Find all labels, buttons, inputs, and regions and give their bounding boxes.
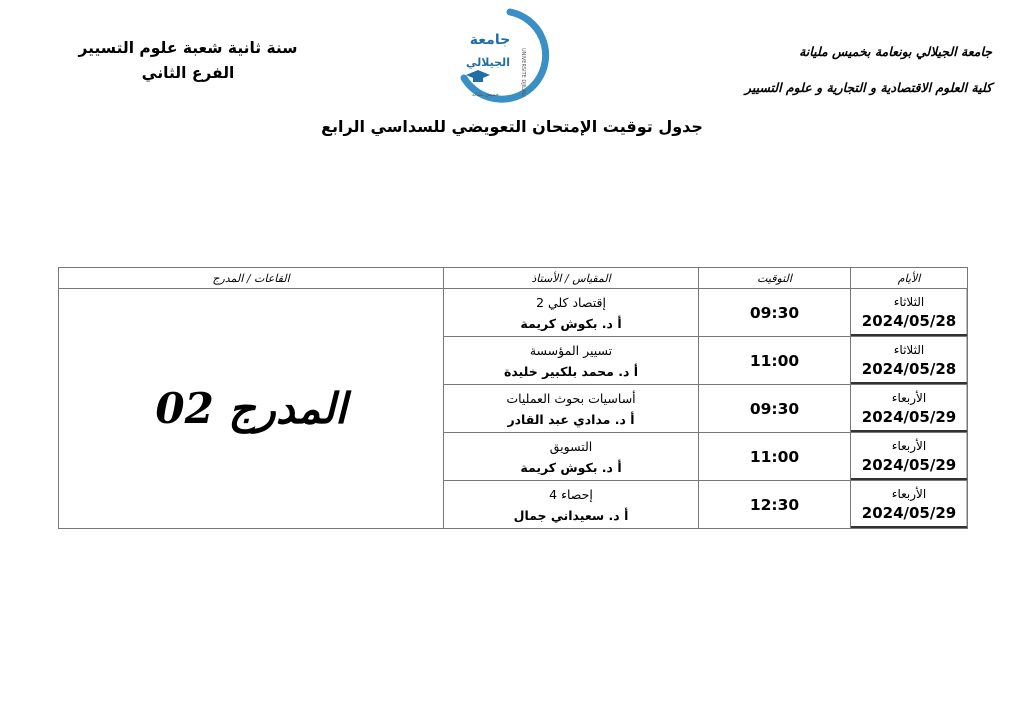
day-cell xyxy=(851,385,968,433)
university-logo-graphic xyxy=(452,8,558,104)
time-cell xyxy=(699,289,851,337)
time-cell xyxy=(699,481,851,529)
subject-cell xyxy=(444,433,699,481)
header-time: التوقيت xyxy=(699,268,851,289)
professor-name: أ د. بكوش كريمة xyxy=(520,459,622,475)
day-cell xyxy=(851,337,968,385)
university-logo xyxy=(452,8,558,104)
day-name: الأربعاء xyxy=(891,486,927,501)
branch-label: الفرع الثاني xyxy=(141,64,235,82)
exam-date: 2024/05/29 xyxy=(861,407,957,426)
subject-name: إقتصاد كلي 2 xyxy=(536,294,606,310)
exam-time: 09:30 xyxy=(749,304,800,322)
faculty-name: كلية العلوم الاقتصادية و التجارية و علوم التسيير xyxy=(744,80,992,95)
day-cell xyxy=(851,433,968,481)
page-title: جدول توقيت الإمتحان التعويضي للسداسي الرابع xyxy=(321,117,703,136)
subject-name: أساسيات بحوث العمليات xyxy=(506,390,636,406)
subject-cell xyxy=(444,481,699,529)
hall-name: المدرج 02 xyxy=(155,384,347,433)
time-cell xyxy=(699,385,851,433)
header-hall: القاعات / المدرج xyxy=(59,268,444,289)
subject-cell xyxy=(444,385,699,433)
exam-time: 12:30 xyxy=(749,496,800,514)
exam-time: 11:00 xyxy=(749,448,800,466)
time-cell xyxy=(699,337,851,385)
subject-cell xyxy=(444,337,699,385)
subject-name: التسويق xyxy=(549,438,593,454)
exam-schedule-table xyxy=(58,267,968,529)
day-cell xyxy=(851,289,968,337)
exam-time: 09:30 xyxy=(749,400,800,418)
day-cell xyxy=(851,481,968,529)
exam-date: 2024/05/28 xyxy=(861,359,957,378)
level-header xyxy=(60,36,316,86)
header-subject: المقياس / الأستاذ xyxy=(444,268,699,289)
professor-name: أ د. سعيداني جمال xyxy=(513,507,629,523)
header-days: الأيام xyxy=(851,268,968,289)
table-header-row xyxy=(59,268,968,289)
time-cell xyxy=(699,433,851,481)
day-name: الأربعاء xyxy=(891,390,927,405)
table-row xyxy=(59,289,968,337)
hall-cell xyxy=(59,289,444,529)
professor-name: أ د. بكوش كريمة xyxy=(520,315,622,331)
day-name: الثلاثاء xyxy=(893,342,925,357)
university-name: جامعة الجيلالي بونعامة بخميس مليانة xyxy=(799,44,992,59)
logo-latin-text: UNIVERSITE DJILALI xyxy=(520,48,526,97)
day-name: الأربعاء xyxy=(891,438,927,453)
subject-name: تسيير المؤسسة xyxy=(529,342,613,358)
subject-name: إحصاء 4 xyxy=(549,486,593,502)
day-name: الثلاثاء xyxy=(893,294,925,309)
logo-arabic-text-2: الجيلالي xyxy=(466,56,510,69)
logo-arabic-text: جامعة xyxy=(469,32,511,48)
logo-small-text: خميس مليانة xyxy=(472,92,499,98)
professor-name: أ د. محمد بلكبير خليدة xyxy=(503,363,639,379)
exam-date: 2024/05/29 xyxy=(861,455,957,474)
exam-date: 2024/05/28 xyxy=(861,311,957,330)
university-header xyxy=(632,44,992,95)
subject-cell xyxy=(444,289,699,337)
level-label: سنة ثانية شعبة علوم التسيير xyxy=(78,39,298,57)
exam-time: 11:00 xyxy=(749,352,800,370)
exam-date: 2024/05/29 xyxy=(861,503,957,522)
professor-name: أ د. مدادي عبد القادر xyxy=(507,411,635,427)
